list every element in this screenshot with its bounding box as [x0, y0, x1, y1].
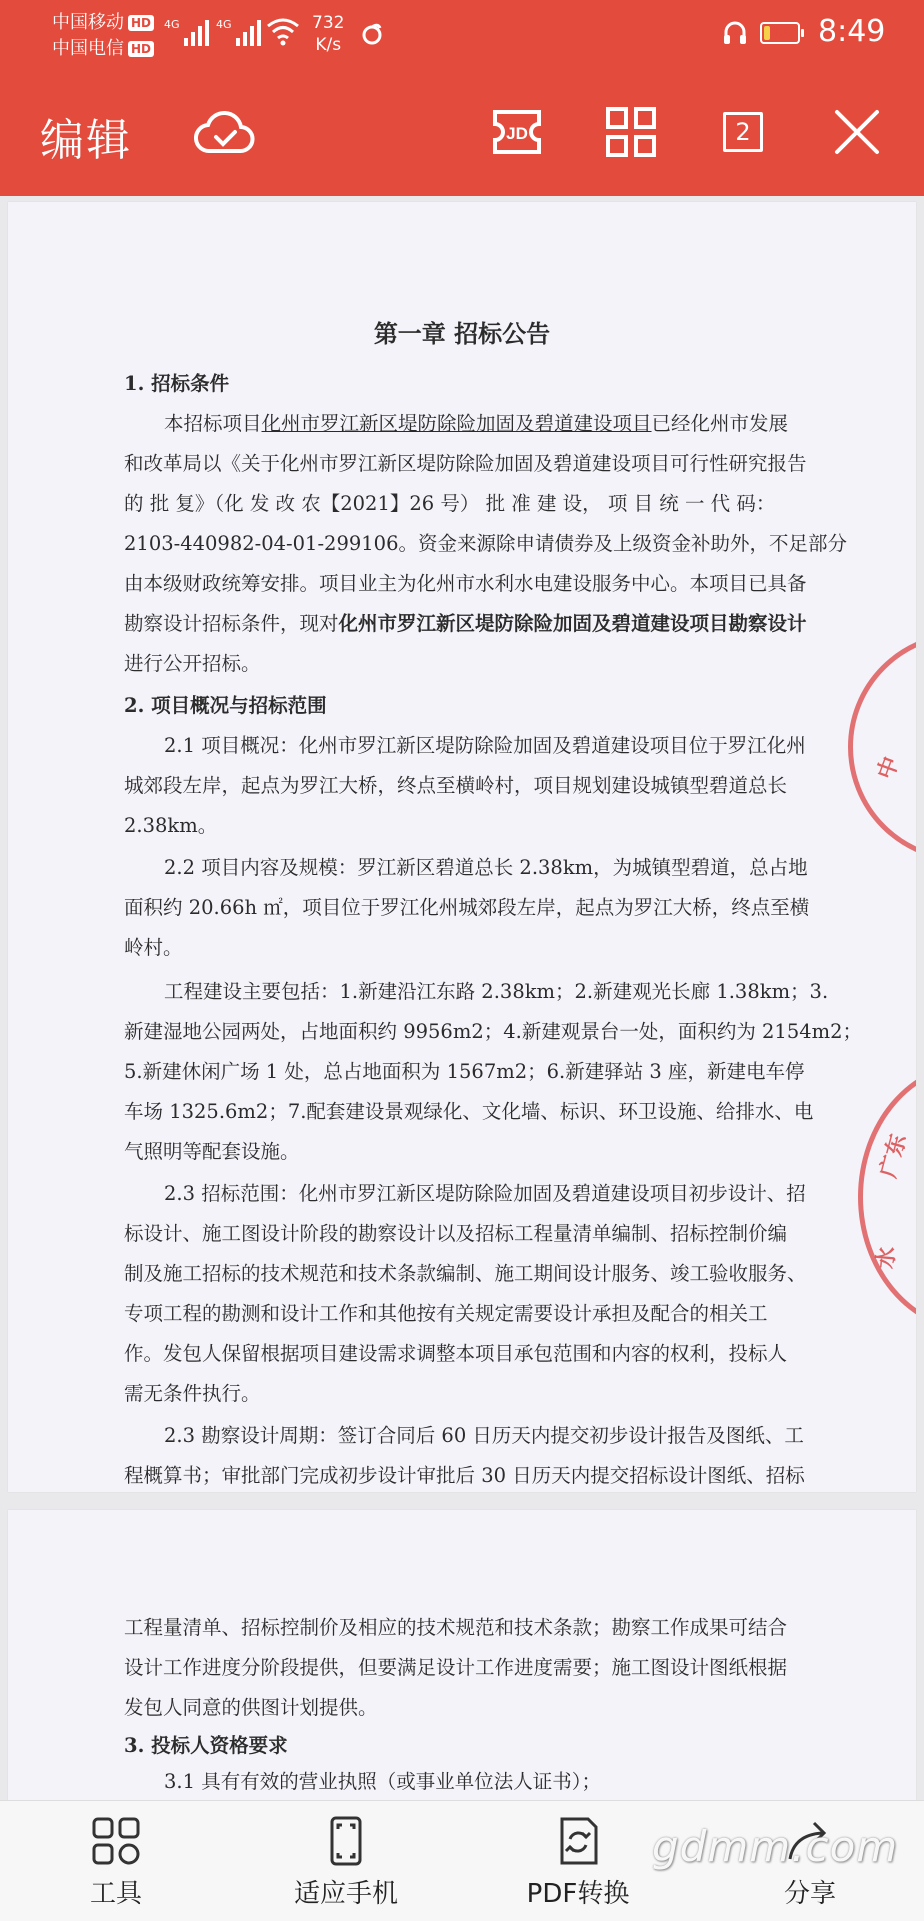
text-line	[124, 1018, 862, 1046]
text-line	[124, 812, 217, 840]
text-line	[124, 1098, 813, 1126]
document-page-2[interactable]	[8, 1510, 916, 1800]
text-line	[124, 894, 809, 922]
signal-icon-2	[236, 16, 261, 46]
network-type-2: 4G	[216, 18, 232, 31]
text-line	[124, 692, 327, 720]
status-bar	[0, 0, 924, 86]
text-line	[124, 1058, 805, 1086]
carrier-mobile: 中国移动 HD	[52, 12, 154, 34]
text-span: 3.1 具有有效的营业执照（或事业单位法人证书）；	[164, 1770, 601, 1793]
text-span: 本招标项目	[164, 412, 262, 435]
edit-button[interactable]: 编辑	[40, 115, 132, 166]
fit-screen-icon	[320, 1815, 372, 1867]
text-line	[164, 1180, 806, 1208]
text-line	[124, 450, 807, 478]
text-line	[124, 570, 807, 598]
network-speed: 732 K/s	[312, 13, 345, 55]
text-line	[124, 1260, 807, 1288]
text-span: 需无条件执行。	[124, 1382, 261, 1405]
text-span: 2. 项目概况与招标范围	[124, 694, 327, 717]
text-span: 1. 招标条件	[124, 372, 230, 395]
text-span: 5.新建休闲广场 1 处，总占地面积为 1567m2；6.新建驿站 3 座，新建电车停	[124, 1060, 805, 1083]
carrier-telecom: 中国电信 HD	[52, 38, 154, 60]
text-line	[124, 1380, 261, 1408]
text-span: 专项工程的勘测和设计工作和其他按有关规定需要设计承担及配合的相关工	[124, 1302, 768, 1325]
text-line	[124, 1138, 300, 1166]
fit-phone-label: 适应手机	[293, 1879, 398, 1909]
text-line	[164, 978, 828, 1006]
pdf-convert-icon	[552, 1815, 604, 1867]
text-span: 的 批 复》（化 发 改 农【2021】26 号） 批 准 建 设， 项 目 统 一 代 码：	[124, 492, 776, 515]
wifi-icon	[266, 16, 300, 46]
text-line	[124, 1654, 787, 1682]
seal-text-3: 水	[872, 1245, 901, 1270]
seal-text-2: 广东	[875, 1131, 912, 1181]
official-seal-1	[848, 632, 916, 862]
text-span: 制及施工招标的技术规范和技术条款编制、施工期间设计服务、竣工验收服务、	[124, 1262, 807, 1285]
text-span: 岭村。	[124, 936, 183, 959]
text-span: 2.3 招标范围：化州市罗江新区堤防除险加固及碧道建设项目初步设计、招	[164, 1182, 806, 1205]
text-span: 车场 1325.6m2；7.配套建设景观绿化、文化墙、标识、环卫设施、给排水、电	[124, 1100, 814, 1123]
signal-icon	[184, 16, 209, 46]
text-line	[124, 610, 807, 638]
text-span: 城郊段左岸，起点为罗江大桥，终点至横岭村，项目规划建设城镇型碧道总长	[124, 774, 788, 797]
text-line	[124, 1614, 787, 1642]
text-span: 2.38km。	[124, 814, 218, 837]
text-line	[124, 370, 229, 398]
cloud-sync-button[interactable]	[190, 100, 260, 164]
text-line	[164, 410, 788, 438]
text-line	[164, 854, 808, 882]
text-span: 2.3 勘察设计周期：签订合同后 60 日历天内提交初步设计报告及图纸、工	[164, 1424, 804, 1447]
text-span: 工程建设主要包括：1.新建沿江东路 2.38km；2.新建观光长廊 1.38km；3.	[164, 980, 829, 1003]
fit-phone-button[interactable]	[266, 1815, 426, 1915]
page-count-button[interactable]	[708, 100, 778, 164]
app-notification-icon	[360, 22, 384, 46]
jd-icon	[489, 108, 545, 156]
text-span: 进行公开招标。	[124, 652, 261, 675]
jd-button[interactable]	[482, 100, 552, 164]
clock: 8:49	[818, 14, 886, 49]
text-span: 勘察设计招标条件，现对	[124, 612, 339, 635]
text-span: 设计工作进度分阶段提供，但要满足设计工作进度需要；施工图设计图纸根据	[124, 1656, 788, 1679]
text-line	[124, 1694, 378, 1722]
text-span: 2.2 项目内容及规模：罗江新区碧道总长 2.38km，为城镇型碧道，总占地	[164, 856, 808, 879]
text-line	[164, 732, 806, 760]
chapter-title: 第一章 招标公告	[373, 319, 551, 348]
pdf-convert-label: PDF转换	[526, 1879, 630, 1909]
text-span: 气照明等配套设施。	[124, 1140, 300, 1163]
official-seal-2	[858, 1062, 916, 1332]
text-line	[124, 1732, 288, 1760]
text-span: 作。发包人保留根据项目建设需求调整本项目承包范围和内容的权利，投标人	[124, 1342, 788, 1365]
text-line	[124, 650, 261, 678]
text-span: 2103-440982-04-01-299106。资金来源除申请债券及上级资金补助外，不足部分	[124, 532, 847, 555]
text-line	[124, 1300, 768, 1328]
top-bar	[0, 0, 924, 196]
tools-button[interactable]	[36, 1815, 196, 1915]
close-icon	[833, 108, 881, 156]
grid-icon	[605, 106, 657, 158]
jd-label: JD	[506, 124, 528, 143]
text-span: 工程量清单、招标控制价及相应的技术规范和技术条款；勘察工作成果可结合	[124, 1616, 788, 1639]
text-span: 和改革局以《关于化州市罗江新区堤防除险加固及碧道建设项目可行性研究报告	[124, 452, 807, 475]
text-span: 由本级财政统筹安排。项目业主为化州市水利水电建设服务中心。本项目已具备	[124, 572, 807, 595]
text-line	[164, 1422, 804, 1450]
text-span: 发包人同意的供图计划提供。	[124, 1696, 378, 1719]
document-page-1[interactable]	[8, 202, 916, 1492]
grid-view-button[interactable]	[596, 100, 666, 164]
seal-text-1: 中	[872, 753, 905, 783]
text-line	[124, 1220, 787, 1248]
text-line	[124, 772, 787, 800]
text-span: 化州市罗江新区堤防除险加固及碧道建设项目	[261, 412, 652, 435]
text-span: 面积约 20.66h ㎡，项目位于罗江化州城郊段左岸，起点为罗江大桥，终点至横	[124, 896, 810, 919]
text-span: 程概算书；审批部门完成初步设计审批后 30 日历天内提交招标设计图纸、招标	[124, 1464, 805, 1487]
close-button[interactable]	[822, 100, 892, 164]
text-span: 标设计、施工图设计阶段的勘察设计以及招标工程量清单编制、招标控制价编	[124, 1222, 788, 1245]
text-line	[124, 934, 183, 962]
text-line	[124, 490, 775, 518]
tools-icon	[90, 1815, 142, 1867]
text-line	[124, 1340, 787, 1368]
page-count: 2	[723, 112, 763, 152]
text-line	[124, 530, 847, 558]
text-span: 2.1 项目概况：化州市罗江新区堤防除险加固及碧道建设项目位于罗江化州	[164, 734, 806, 757]
battery-indicator: 16	[760, 22, 800, 44]
text-line	[164, 1768, 601, 1796]
text-span: 新建湿地公园两处，占地面积约 9956m2；4.新建观景台一处，面积约为 2154m2；	[124, 1020, 863, 1043]
watermark: gdmm.com	[652, 1822, 899, 1871]
text-span: 化州市罗江新区堤防除险加固及碧道建设项目勘察设计	[338, 612, 807, 635]
tools-label: 工具	[89, 1879, 142, 1909]
network-type-1: 4G	[164, 18, 180, 31]
cloud-check-icon	[194, 107, 256, 157]
text-span: 3. 投标人资格要求	[124, 1734, 288, 1757]
text-line	[124, 1462, 805, 1490]
share-label: 分享	[783, 1879, 836, 1909]
pdf-convert-button[interactable]	[498, 1815, 658, 1915]
text-span: 已经化州市发展	[651, 412, 789, 435]
headset-icon	[722, 20, 748, 46]
